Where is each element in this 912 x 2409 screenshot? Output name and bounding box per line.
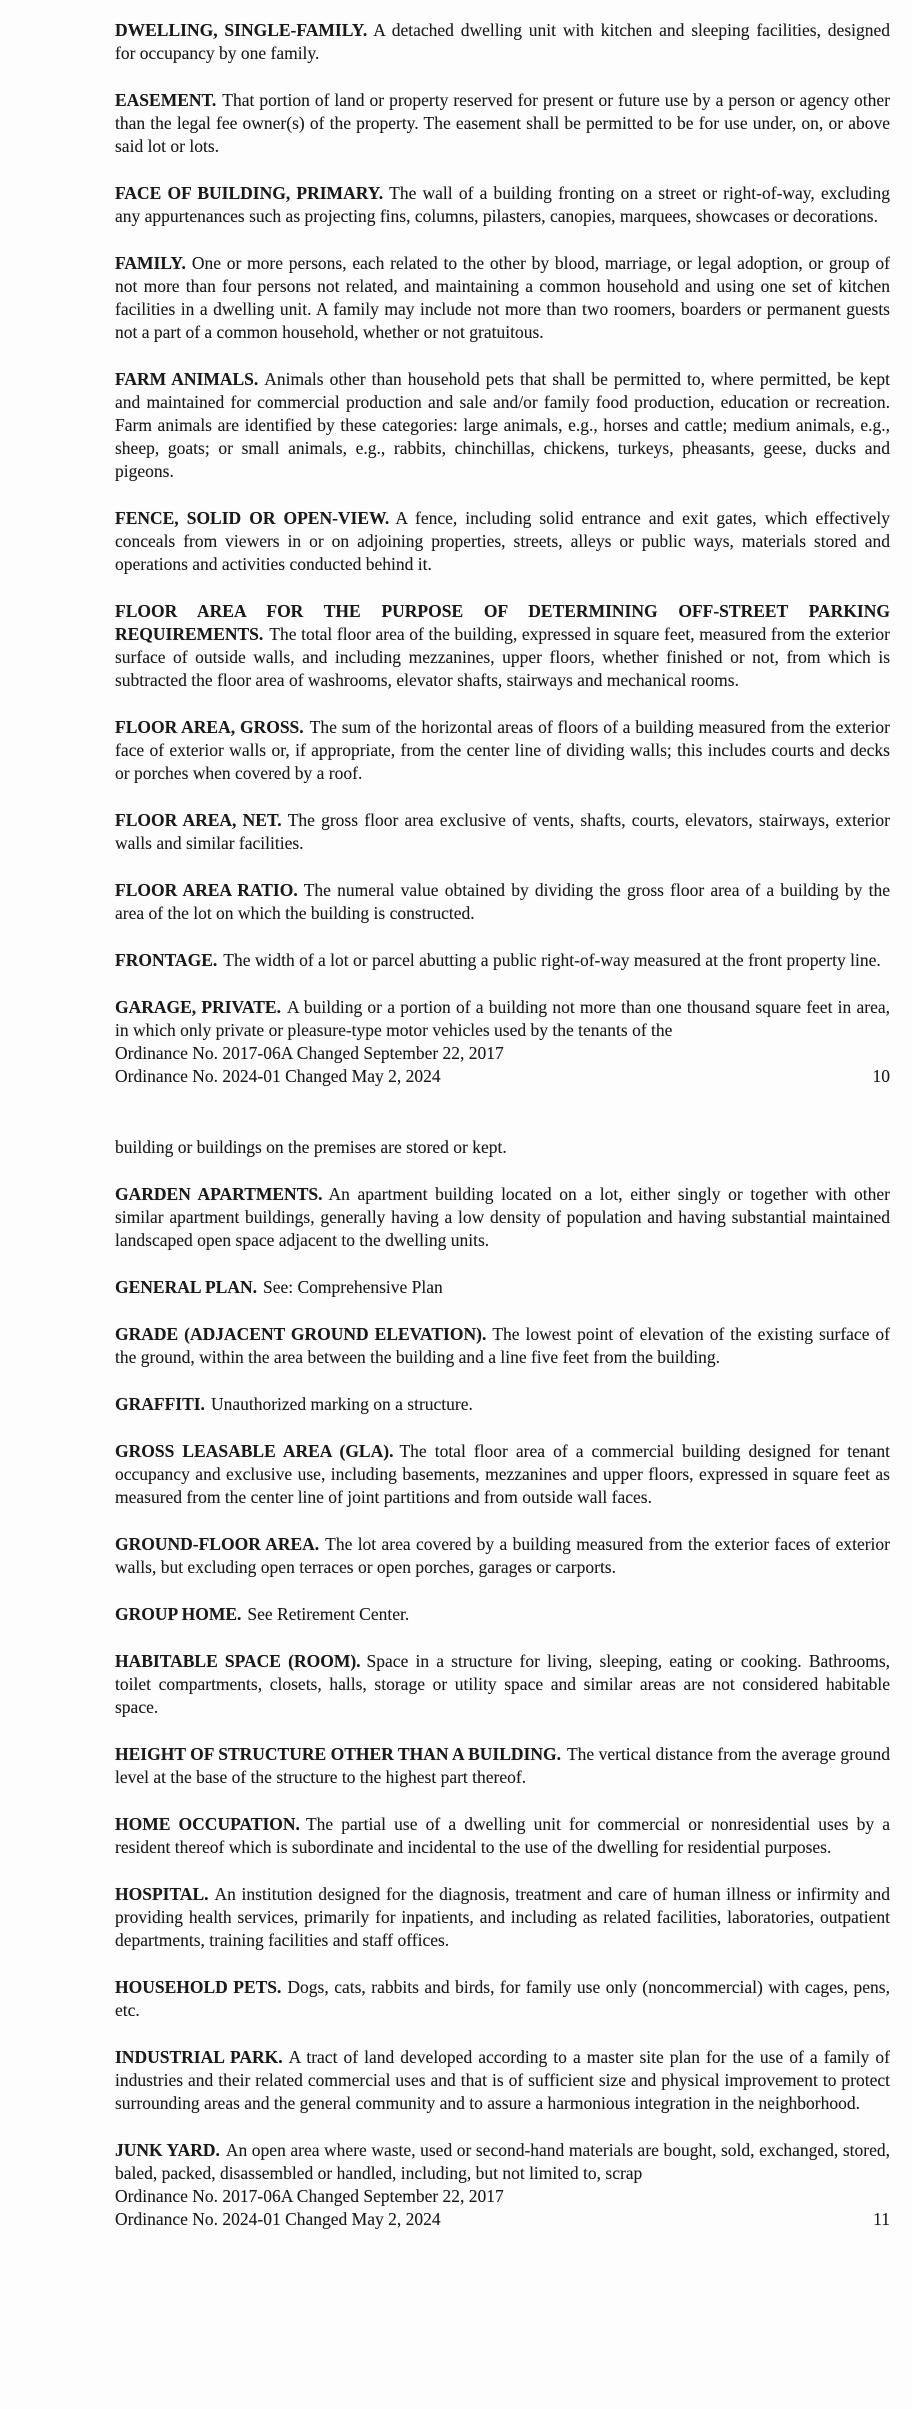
definition-paragraph <box>115 19 890 65</box>
definition-text: Space in a structure for living, sleeping, eating or cooking. Bathrooms, toilet compartments, closets, halls, storage or utility space and similar areas are not considered habitable space. <box>115 1651 890 1717</box>
definition-paragraph <box>115 879 890 925</box>
definition-text: The sum of the horizontal areas of floors of a building measured from the exterior face of exterior walls or, if appropriate, from the center line of dividing walls; this includes courts and decks or porches when covered by a roof. <box>115 717 890 783</box>
footer-ordinance-line-1: Ordinance No. 2017-06A Changed September 22, 2017 <box>115 1043 504 1063</box>
continuation-paragraph: building or buildings on the premises are stored or kept. <box>115 1137 507 1157</box>
definition-term: GARDEN APARTMENTS. <box>115 1184 323 1204</box>
definition-term: GARAGE, PRIVATE. <box>115 997 281 1017</box>
page-number: 10 <box>872 1066 890 1086</box>
definition-text: The numeral value obtained by dividing the gross floor area of a building by the area of the lot on which the building is constructed. <box>115 880 890 923</box>
definition-paragraph <box>115 1976 890 2022</box>
definition-term: FLOOR AREA RATIO. <box>115 880 298 900</box>
definition-paragraph <box>115 809 890 855</box>
definition-text: A detached dwelling unit with kitchen and sleeping facilities, designed for occupancy by one family. <box>115 20 891 63</box>
definition-text: The total floor area of a commercial building designed for tenant occupancy and exclusive use, including basements, mezzanines and upper floors, expressed in square feet as measured from the center line of joint partitions and from outside wall faces. <box>115 1441 891 1507</box>
definition-term: DWELLING, SINGLE-FAMILY. <box>115 20 368 40</box>
definition-text: See: Comprehensive Plan <box>262 1277 443 1297</box>
definition-text: The vertical distance from the average ground level at the base of the structure to the highest part thereof. <box>115 1744 890 1787</box>
definition-paragraph <box>115 1393 890 1416</box>
definition-paragraph <box>115 1883 890 1952</box>
definition-paragraph <box>115 1183 890 1252</box>
definition-paragraph <box>115 1440 890 1509</box>
definition-paragraph <box>115 182 890 228</box>
page-1 <box>115 19 890 1088</box>
page-number: 11 <box>873 2209 890 2229</box>
definition-paragraph <box>115 2046 890 2115</box>
definition-paragraph <box>115 89 890 158</box>
definition-term: JUNK YARD. <box>115 2140 220 2160</box>
page-2 <box>115 1136 890 2231</box>
definition-paragraph <box>115 1276 890 1299</box>
definition-term: FACE OF BUILDING, PRIMARY. <box>115 183 384 203</box>
definition-paragraph <box>115 716 890 785</box>
definition-text: The width of a lot or parcel abutting a public right-of-way measured at the front property line. <box>223 950 881 970</box>
definition-paragraph <box>115 996 890 1042</box>
definition-text: The partial use of a dwelling unit for commercial or nonresidential uses by a resident thereof which is subordinate and incidental to the use of the dwelling for residential purposes. <box>115 1814 891 1857</box>
definition-term: GROUP HOME. <box>115 1604 242 1624</box>
definition-text: An institution designed for the diagnosis, treatment and care of human illness or infirmity and providing health services, primarily for inpatients, and including as related facilities, laboratories, outpatient departments, training facilities and staff offices. <box>115 1884 890 1950</box>
definition-term: FLOOR AREA, NET. <box>115 810 282 830</box>
definition-text: An open area where waste, used or second-hand materials are bought, sold, exchanged, stored, baled, packed, disassembled or handled, including, but not limited to, scrap <box>115 2140 890 2183</box>
definition-text: One or more persons, each related to the other by blood, marriage, or legal adoption, or group of not more than four persons not related, and maintaining a common household and using one set of kitchen facilities in a dwelling unit. A family may include not more than two roomers, boarders or permanent guests not a part of a common household, whether or not gratuitous. <box>115 253 890 342</box>
definition-text: The lowest point of elevation of the existing surface of the ground, within the area between the building and a line five feet from the building. <box>115 1324 890 1367</box>
page-footer <box>115 1042 890 1088</box>
definition-term: FLOOR AREA, GROSS. <box>115 717 304 737</box>
definition-paragraph <box>115 507 890 576</box>
definition-text: The lot area covered by a building measured from the exterior faces of exterior walls, but excluding open terraces or open porches, garages or carports. <box>115 1534 890 1577</box>
definition-paragraph <box>115 1533 890 1579</box>
definition-term: GRAFFITI. <box>115 1394 205 1414</box>
definition-text: A fence, including solid entrance and exit gates, which effectively conceals from viewers in or on adjoining properties, streets, alleys or public ways, materials stored and operations and activities conducted behind it. <box>115 508 890 574</box>
definition-text: Dogs, cats, rabbits and birds, for family use only (noncommercial) with cages, pens, etc. <box>115 1977 890 2020</box>
definition-text: The gross floor area exclusive of vents, shafts, courts, elevators, stairways, exterior walls and similar facilities. <box>115 810 890 853</box>
definition-term: HABITABLE SPACE (ROOM). <box>115 1651 361 1671</box>
definition-paragraph <box>115 252 890 344</box>
definition-text: An apartment building located on a lot, either singly or together with other similar apartment buildings, generally having a low density of population and having substantial maintained landscaped open space adjacent to the dwelling units. <box>115 1184 891 1250</box>
definition-term: GENERAL PLAN. <box>115 1277 257 1297</box>
footer-ordinance-line-1: Ordinance No. 2017-06A Changed September 22, 2017 <box>115 2186 504 2206</box>
definition-term: HOUSEHOLD PETS. <box>115 1977 282 1997</box>
definition-term: GRADE (ADJACENT GROUND ELEVATION). <box>115 1324 487 1344</box>
definition-text: A tract of land developed according to a master site plan for the use of a family of industries and their related commercial uses and that is of sufficient size and physical improvement to protect surrounding areas and the general community and to assure a harmonious integration in the neighborhood. <box>115 2047 890 2113</box>
definition-paragraph <box>115 600 890 692</box>
definition-term: HOSPITAL. <box>115 1884 209 1904</box>
definition-paragraph <box>115 1813 890 1859</box>
definition-term: FENCE, SOLID OR OPEN-VIEW. <box>115 508 390 528</box>
definition-text: The wall of a building fronting on a street or right-of-way, excluding any appurtenances such as projecting fins, columns, pilasters, canopies, marquees, showcases or decorations. <box>115 183 890 226</box>
definition-paragraph <box>115 2139 890 2185</box>
definition-term: INDUSTRIAL PARK. <box>115 2047 283 2067</box>
definition-text: The total floor area of the building, expressed in square feet, measured from the exterior surface of outside walls, and including mezzanines, upper floors, whether finished or not, from which is subtracted the floor area of washrooms, elevator shafts, stairways and mechanical rooms. <box>115 624 890 690</box>
definition-term: FLOOR AREA FOR THE PURPOSE OF DETERMINING OFF-STREET PARKING REQUIREMENTS. <box>115 601 890 644</box>
definition-text: See Retirement Center. <box>247 1604 410 1624</box>
footer-ordinance-line-2: Ordinance No. 2024-01 Changed May 2, 2024 <box>115 2209 441 2229</box>
definition-paragraph <box>115 1650 890 1719</box>
definition-text: Unauthorized marking on a structure. <box>210 1394 473 1414</box>
definition-term: FAMILY. <box>115 253 186 273</box>
definition-term: GROSS LEASABLE AREA (GLA). <box>115 1441 394 1461</box>
definition-term: FRONTAGE. <box>115 950 218 970</box>
definition-term: HOME OCCUPATION. <box>115 1814 300 1834</box>
definition-paragraph <box>115 1323 890 1369</box>
definition-paragraph <box>115 949 890 972</box>
definition-text: That portion of land or property reserved for present or future use by a person or agency other than the legal fee owner(s) of the property. The easement shall be permitted to be for use under, on, or above said lot or lots. <box>115 90 890 156</box>
footer-ordinance-line-2: Ordinance No. 2024-01 Changed May 2, 2024 <box>115 1066 441 1086</box>
definition-term: EASEMENT. <box>115 90 217 110</box>
definition-text: Animals other than household pets that shall be permitted to, where permitted, be kept and maintained for commercial production and sale and/or family food production, education or recreation. Farm animals are identified by these categories: large animals, e.g., horses and cattle; medium animals, e.g., sheep, goats; or small animals, e.g., rabbits, chinchillas, chickens, turkeys, pheasants, geese, ducks and pigeons. <box>115 369 890 481</box>
definition-term: GROUND-FLOOR AREA. <box>115 1534 320 1554</box>
page-footer <box>115 2185 890 2231</box>
definition-paragraph <box>115 368 890 483</box>
definition-text: A building or a portion of a building not more than one thousand square feet in area, in which only private or pleasure-type motor vehicles used by the tenants of the <box>115 997 890 1040</box>
definition-term: FARM ANIMALS. <box>115 369 259 389</box>
definition-paragraph <box>115 1603 890 1626</box>
definition-paragraph <box>115 1743 890 1789</box>
definition-term: HEIGHT OF STRUCTURE OTHER THAN A BUILDING. <box>115 1744 561 1764</box>
